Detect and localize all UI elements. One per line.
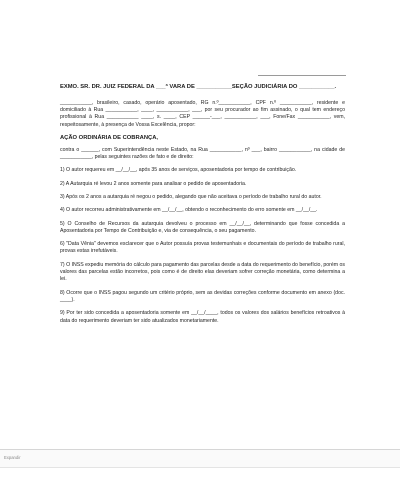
against-paragraph: contra o ______, com Superintendência neste Estado, na Rua ___________, nº ___, bairro ___________, na cidade de ___________, pelas seguintes razões de fato e de direito: xyxy=(60,146,345,161)
item-6: 6) "Data Vênia" devemos esclarecer que o Autor possuía provas testemunhais e documentais do período de trabalho rural, provas estas irrefutáveis. xyxy=(60,241,345,255)
item-7: 7) O INSS expediu memória do cálculo para pagamento das parcelas desde a data do requerimento do benefício, porém os valores das parcelas estão incorretos, pois como é de direito elas deveriam sofrer correção monetária, como determina a lei. xyxy=(60,261,345,283)
intro-paragraph: ___________, brasileiro, casado, operário aposentado, RG n.º___________, CPF n.º ___________, residente e domiciliado à Rua ___________, ____, ___________, ___, por seu procurador ao fim assinado, o qual tem endereço profissional à Rua ___________ ____, s. ____, CEP ______-___, ___________, ___, Fone/Fax ___________, vem, respeitosamente, à presença de Vossa Excelência, propor: xyxy=(60,99,345,128)
item-2: 2) A Autarquia ré levou 2 anos somente para analisar o pedido de aposentadoria. xyxy=(60,180,247,187)
action-title: AÇÃO ORDINÁRIA DE COBRANÇA, xyxy=(60,134,159,141)
item-5: 5) O Conselho de Recursos da autarquia devolveu o processo em __/__/__, determinando que fosse concedida a Aposentadoria por Tempo de Contribuição e, via de consequência, o seu pagamento. xyxy=(60,220,345,234)
item-9: 9) Por ter sido concedida a aposentadoria somente em __/__/____, todos os valores dos salários benefícios retroativos à data do requerimento deveriam ter sido atualizados monetariamente. xyxy=(60,310,345,324)
header-rule xyxy=(258,75,346,76)
item-1: 1) O autor requereu em __/__/__, após 35 anos de serviços, aposentadoria por tempo de contribuição. xyxy=(60,167,297,174)
item-4: 4) O autor recorreu administrativamente em __/__/__, obtendo o reconhecimento do erro somente em __/__/__. xyxy=(60,207,318,214)
item-8: 8) Ocorre que o INSS pagou segundo um critério próprio, sem as devidas correções conforme documento em anexo (doc. ____). xyxy=(60,289,345,303)
item-3: 3) Após os 2 anos a autarquia ré negou o pedido, alegando que não aceitava o período de trabalho rural do autor. xyxy=(60,193,322,200)
document-body xyxy=(60,84,345,331)
court-heading: EXMO. SR. DR. JUIZ FEDERAL DA ___ª VARA DE ___________SEÇÃO JUDICIÁRIA DO ___________. xyxy=(60,84,337,90)
expand-bar[interactable] xyxy=(0,449,400,468)
expand-link[interactable]: Expandir xyxy=(4,455,21,460)
